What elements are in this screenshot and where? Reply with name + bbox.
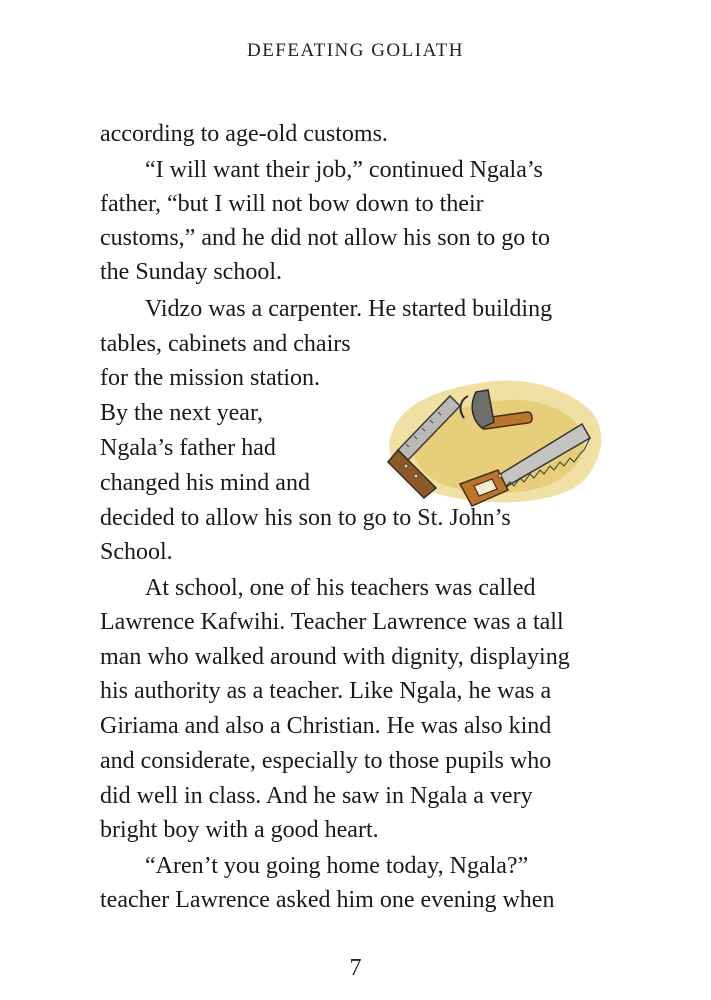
- text-line: “I will want their job,” continued Ngala’s: [145, 157, 543, 183]
- text-line: his authority as a teacher. Like Ngala, he was a: [100, 678, 552, 704]
- text-line: did well in class. And he saw in Ngala a very: [100, 783, 533, 809]
- text-line: man who walked around with dignity, displaying: [100, 644, 570, 670]
- text-line: teacher Lawrence asked him one evening when: [100, 887, 555, 913]
- text-line: Vidzo was a carpenter. He started building: [145, 296, 553, 322]
- text-line: Giriama and also a Christian. He was also kind: [100, 713, 552, 739]
- page-number: 7: [349, 955, 362, 981]
- text-line: according to age-old customs.: [100, 121, 388, 147]
- text-line: the Sunday school.: [100, 259, 282, 285]
- text-line: tables, cabinets and chairs: [100, 331, 351, 357]
- text-line: “Aren’t you going home today, Ngala?”: [145, 853, 529, 879]
- text-line: for the mission station.: [100, 365, 320, 391]
- text-line: Ngala’s father had: [100, 435, 276, 461]
- running-head: DEFEATING GOLIATH: [246, 40, 465, 61]
- text-line: By the next year,: [100, 400, 263, 426]
- text-line: and considerate, especially to those pupils who: [100, 748, 552, 774]
- text-line: customs,” and he did not allow his son to go to: [100, 225, 550, 251]
- text-line: decided to allow his son to go to St. John’s: [100, 505, 511, 531]
- text-line: bright boy with a good heart.: [100, 817, 379, 843]
- carpentry-tools-icon: [376, 366, 616, 508]
- text-line: father, “but I will not bow down to their: [100, 191, 484, 217]
- text-line: Lawrence Kafwihi. Teacher Lawrence was a tall: [100, 609, 564, 635]
- text-line: changed his mind and: [100, 470, 310, 496]
- text-line: At school, one of his teachers was called: [145, 575, 536, 601]
- text-line: School.: [100, 539, 173, 565]
